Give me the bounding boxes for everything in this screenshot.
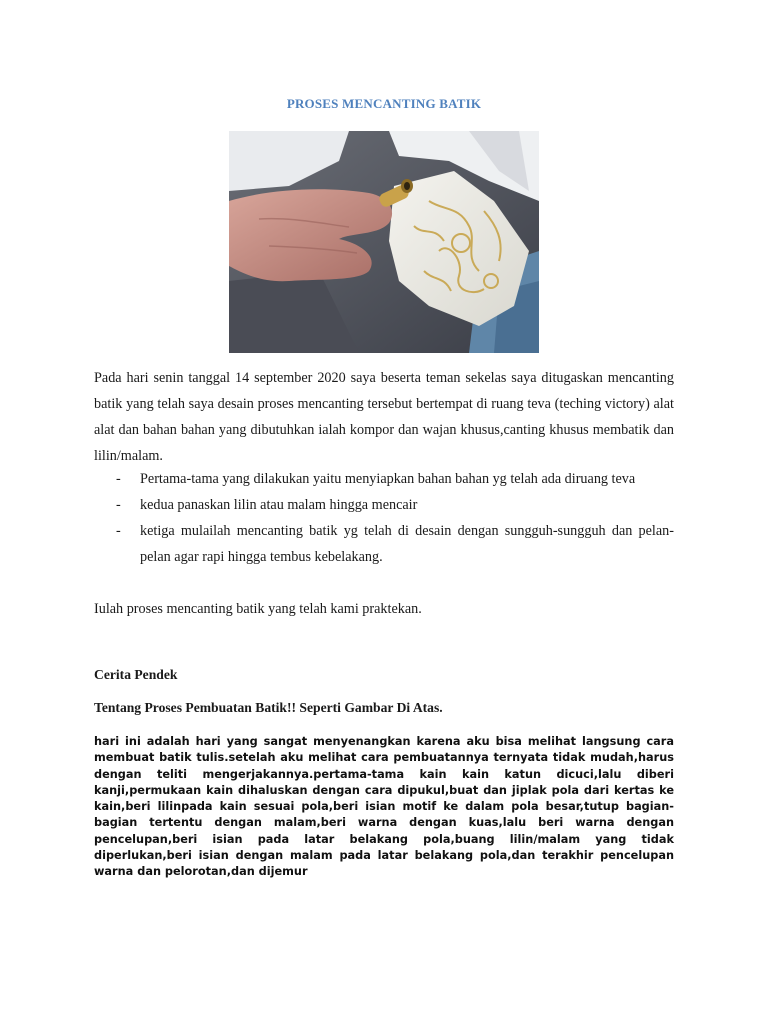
list-bullet: - <box>116 471 121 487</box>
list-item <box>94 492 674 518</box>
list-item <box>94 518 674 570</box>
list-item <box>94 466 674 492</box>
steps-list <box>94 466 674 570</box>
list-bullet: - <box>116 523 121 539</box>
batik-photo-illustration <box>229 131 539 353</box>
intro-paragraph: Pada hari senin tanggal 14 september 2020 saya beserta teman sekelas saya ditugaskan mencanting batik yang telah saya desain proses mencanting tersebut bertempat di ruang teva (teching victory) alat alat dan bahan bahan yang dibutuhkan ialah kompor dan wajan khusus,canting khusus membatik dan lilin/malam. <box>94 370 674 464</box>
list-item-text: ketiga mulailah mencanting batik yg telah di desain dengan sungguh-sungguh dan pelan-pelan agar rapi hingga tembus kebelakang. <box>140 523 674 565</box>
section-heading: Cerita Pendek <box>94 667 178 682</box>
batik-photo <box>229 131 539 353</box>
closing-paragraph: Iulah proses mencanting batik yang telah kami praktekan. <box>94 601 422 617</box>
list-item-text: kedua panaskan lilin atau malam hingga mencair <box>140 497 418 513</box>
section-subheading: Tentang Proses Pembuatan Batik!! Seperti Gambar Di Atas. <box>94 700 443 715</box>
list-item-text: Pertama-tama yang dilakukan yaitu menyiapkan bahan bahan yg telah ada diruang teva <box>140 471 636 487</box>
list-bullet: - <box>116 497 121 513</box>
story-paragraph: hari ini adalah hari yang sangat menyenangkan karena aku bisa melihat langsung cara membuat batik tulis.setelah aku melihat cara pembuatannya ternyata tidak mudah,harus dengan teliti mengerjakannya.pertama-tama kain kain katun dicuci,lalu diberi kanji,permukaan kain dihaluskan dengan cara dipukul,buat dan jiplak pola dari kertas ke kain,beri lilinpada kain sesuai pola,beri isian motif ke dalam pola besar,tutup bagian-bagian tertentu dengan malam,beri warna dengan kuas,lalu beri warna dengan pencelupan,beri isian pada latar belakang pola,buang lilin/malam yang tidak diperlukan,beri isian dengan malam pada latar belakang pola,dan terakhir pencelupan warna dan pelorotan,dan dijemur <box>94 735 674 879</box>
document-title: PROSES MENCANTING BATIK <box>286 96 482 111</box>
